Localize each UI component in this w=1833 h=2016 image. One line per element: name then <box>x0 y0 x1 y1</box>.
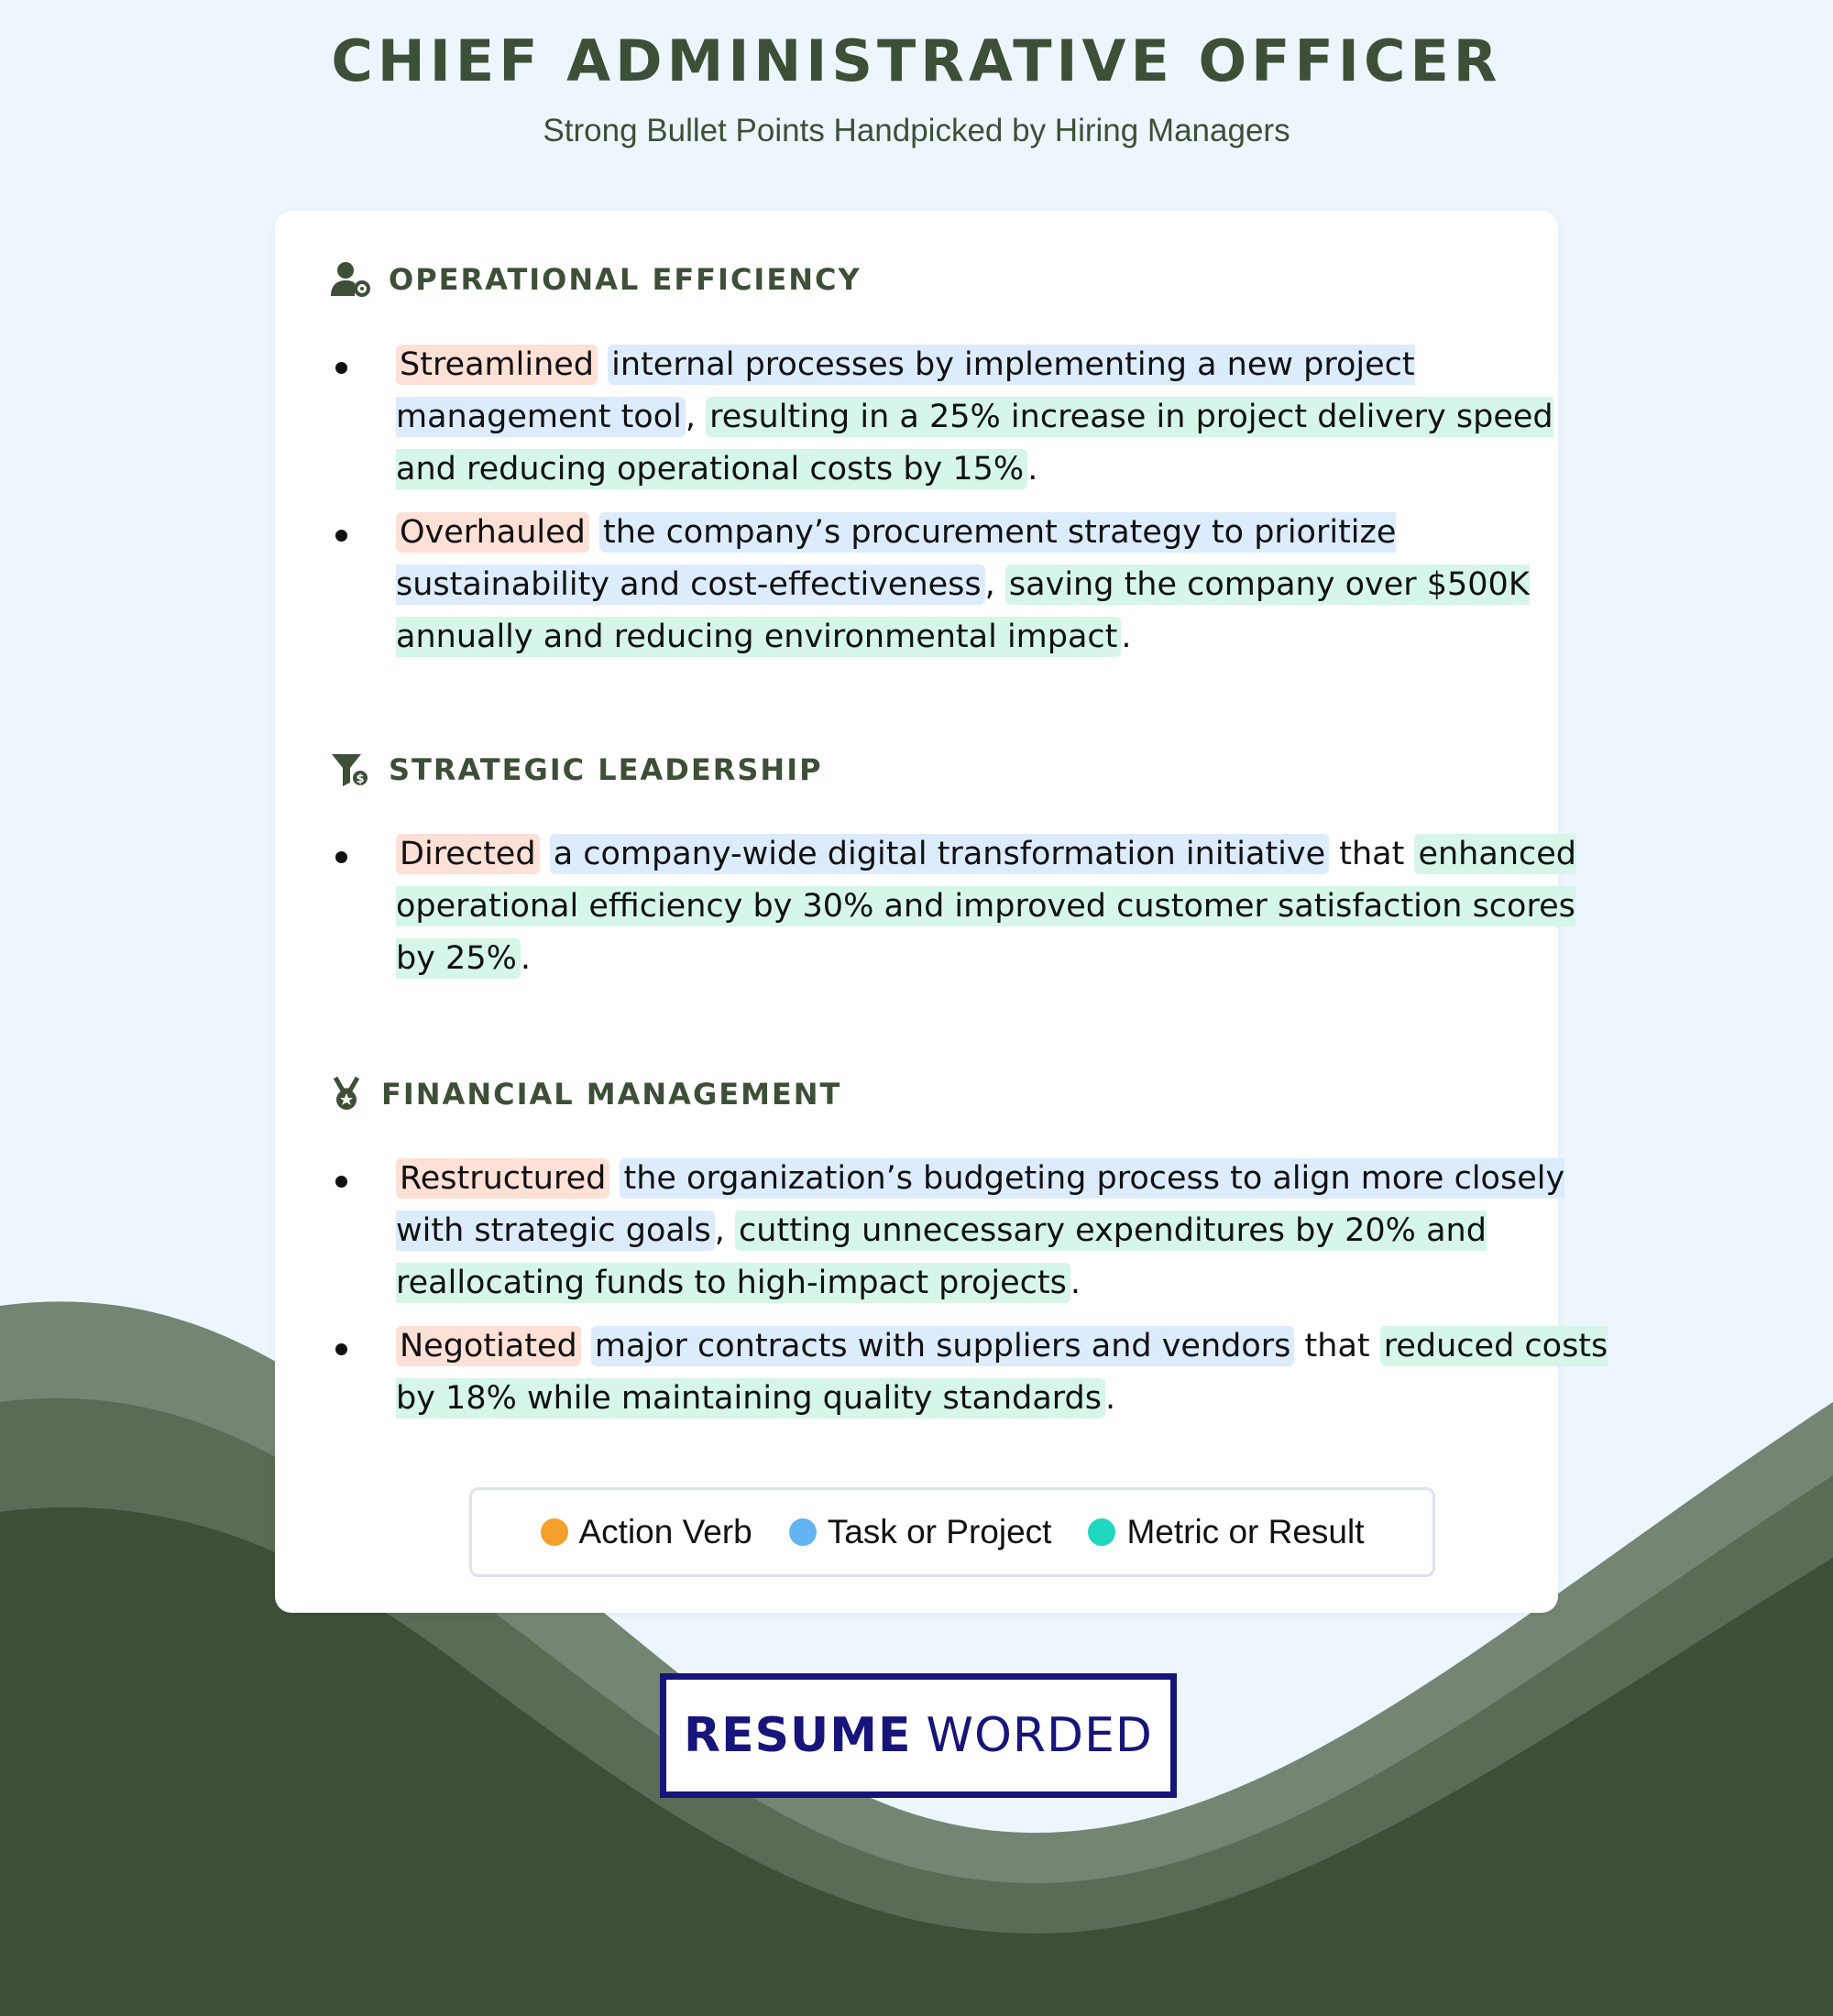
highlight-action-verb: Negotiated <box>396 1326 581 1366</box>
highlight-action-verb: Directed <box>396 834 540 874</box>
bullet-plain-text: , <box>685 399 707 435</box>
legend-item-action-verb <box>541 1513 752 1551</box>
legend-label: Metric or Result <box>1126 1513 1365 1550</box>
highlight-metric-or-result: cutting unnecessary expenditures by 20% and reallocating funds to high-impact projects <box>396 1212 1487 1301</box>
bullet-list <box>335 828 1576 994</box>
bullet-plain-text: . <box>1121 619 1132 655</box>
legend <box>469 1487 1435 1577</box>
bullet-plain-text: . <box>1027 451 1038 488</box>
section-title: OPERATIONAL EFFICIENCY <box>389 262 862 297</box>
highlight-metric-or-result: reduced costs by 18% while maintaining quality standards <box>396 1328 1608 1417</box>
legend-dot-orange <box>541 1518 568 1546</box>
bullet-plain-text: that <box>1329 836 1415 872</box>
bullet-plain-text: . <box>1105 1380 1116 1417</box>
resume-worded-logo[interactable] <box>660 1673 1177 1798</box>
legend-dot-teal <box>1088 1518 1115 1546</box>
highlight-metric-or-result: resulting in a 25% increase in project delivery speed and reducing operational costs by 15% <box>396 399 1553 488</box>
highlight-task-or-project: the organization’s budgeting process to align more closely with strategic goals <box>396 1160 1565 1249</box>
section-header-financial-management <box>330 1067 841 1122</box>
bullet-dot <box>335 362 347 374</box>
bullet-plain-text: , <box>984 566 1005 603</box>
bullet-dot <box>335 1176 347 1188</box>
highlight-task-or-project: major contracts with suppliers and vendors <box>591 1326 1295 1366</box>
highlight-task-or-project: a company-wide digital transformation initiative <box>550 834 1329 874</box>
logo-bold-text: RESUME <box>684 1708 912 1763</box>
bullet-text <box>396 1320 1615 1425</box>
bullet-text <box>396 828 1615 985</box>
page-header <box>0 27 1833 149</box>
funnel-dollar-icon <box>330 750 370 790</box>
bullet-dot <box>335 530 347 542</box>
bullet-item <box>335 339 1553 496</box>
legend-item-task-or-project <box>789 1513 1052 1551</box>
bullet-plain-text <box>581 1328 591 1364</box>
section-header-strategic-leadership <box>330 742 823 797</box>
bullet-item <box>335 1320 1608 1425</box>
bullet-list <box>335 1153 1608 1434</box>
bullet-plain-text: that <box>1294 1328 1380 1364</box>
section-title: STRATEGIC LEADERSHIP <box>389 752 823 787</box>
bullet-list <box>335 339 1553 673</box>
user-gear-icon <box>330 259 370 300</box>
bullet-item <box>335 1153 1565 1309</box>
bullet-dot <box>335 851 347 863</box>
bullet-text <box>396 339 1615 496</box>
bullet-plain-text <box>540 836 550 872</box>
bullet-text <box>396 1153 1615 1309</box>
highlight-metric-or-result: enhanced operational efficiency by 30% and improved customer satisfaction scores by 25% <box>396 836 1576 977</box>
highlight-action-verb: Restructured <box>396 1158 609 1199</box>
bullet-text <box>396 507 1615 663</box>
bullet-dot <box>335 1343 347 1355</box>
page-subtitle: Strong Bullet Points Handpicked by Hiring Managers <box>543 113 1290 148</box>
section-header-operational-efficiency <box>330 252 862 307</box>
highlight-action-verb: Overhauled <box>396 512 589 553</box>
bullet-plain-text: , <box>714 1212 736 1249</box>
legend-label: Action Verb <box>578 1513 752 1550</box>
highlight-metric-or-result: saving the company over $500K annually and reducing environmental impact <box>396 566 1530 655</box>
medal-icon <box>330 1074 363 1114</box>
bullet-plain-text <box>598 346 608 383</box>
legend-item-metric-or-result <box>1088 1513 1364 1551</box>
bullet-item <box>335 507 1545 663</box>
highlight-task-or-project: internal processes by implementing a new project management tool <box>396 346 1415 435</box>
section-title: FINANCIAL MANAGEMENT <box>381 1077 842 1112</box>
bullet-plain-text <box>609 1160 620 1197</box>
logo-regular-text: WORDED <box>926 1708 1153 1763</box>
bullet-plain-text: . <box>520 940 531 977</box>
svg-text:$: $ <box>356 772 365 786</box>
legend-dot-blue <box>789 1518 817 1546</box>
bullet-item <box>335 828 1576 985</box>
page-title: CHIEF ADMINISTRATIVE OFFICER <box>331 27 1502 94</box>
bullet-plain-text <box>589 514 599 551</box>
legend-label: Task or Project <box>827 1513 1052 1550</box>
highlight-action-verb: Streamlined <box>396 345 598 385</box>
bullet-plain-text: . <box>1070 1265 1081 1301</box>
bullet-points-card <box>275 211 1608 1613</box>
highlight-task-or-project: the company’s procurement strategy to prioritize sustainability and cost-effectiveness <box>396 514 1397 603</box>
